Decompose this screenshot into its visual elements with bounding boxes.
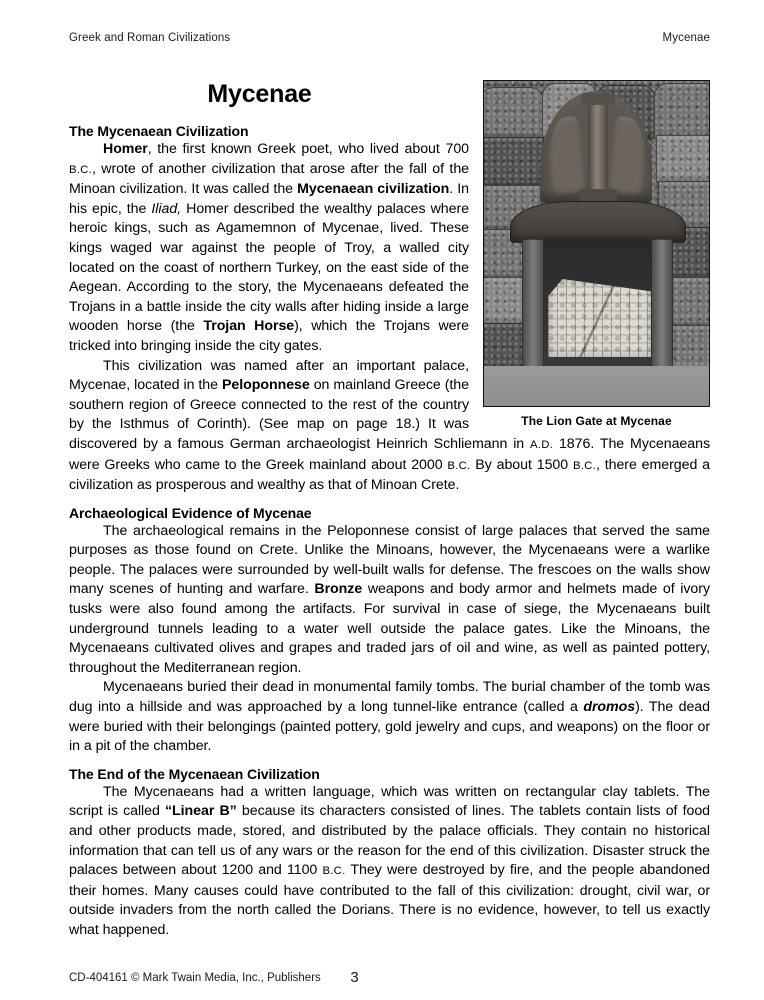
footer-page-number: 3 (350, 969, 359, 986)
lion-figure-right (607, 116, 650, 199)
era-bc: B.C. (69, 163, 93, 176)
stone-block (483, 137, 544, 187)
emphasis-linear-b: “Linear B” (165, 803, 237, 820)
paragraph-linear-b: The Mycenaeans had a written language, which was written on rectangular clay tablets. The script is called “Linear B” because its characters consisted of lines. The tablets contain lists of food and other products made, stored, and distributed by the palace officials. They contain no historical information that can tell us of any wars or the reason for the end of this civilization. Disaster struck the palaces between about 1200 and 1100 B.C. They were destroyed by fire, and the people abandoned their homes. Many causes could have contributed to the fall of this civilization: drought, civil war, or outside invaders from the north called the Dorians. There is no evidence, however, to tell us exactly what happened. (69, 783, 711, 938)
stone-block (656, 135, 710, 183)
stone-block (654, 83, 710, 139)
figure-caption: The Lion Gate at Mycenae (521, 414, 672, 428)
lion-gate-photo (483, 80, 710, 407)
emphasis-trojan-horse: Trojan Horse (203, 318, 295, 335)
emphasis-iliad: Iliad, (151, 200, 182, 217)
footer-imprint: CD-404161 © Mark Twain Media, Inc., Publishers (69, 972, 321, 984)
figure-lion-gate (483, 80, 710, 428)
era-ad: A.D. (530, 438, 554, 451)
section-heading-mycenaean-civilization: The Mycenaean Civilization (69, 123, 249, 139)
emphasis-mycenaean-civilization: Mycenaean civilization (297, 181, 450, 198)
running-head (69, 32, 710, 44)
section-heading-archaeological-evidence: Archaeological Evidence of Mycenae (69, 504, 312, 521)
paragraph-homer: Homer, the first known Greek poet, who lived about 700 B.C., wrote of another civilization that arose after the fall of the Minoan civilization. It was called the Mycenaean civilization. In his epic, the Iliad, Homer described the wealthy palaces where heroic kings, such as Agamemnon of Mycenae, lived. These kings waged war against the people of Troy, a walled city located on the coast of northern Turkey, on the east side of the Aegean. According to the story, the Mycenaeans defeated the Trojans in a battle inside the city walls after hiding inside a large wooden horse (the Trojan Horse), which the Trojans were tricked into bringing inside the city gates. (69, 141, 470, 354)
emphasis-peloponnese: Peloponnese (221, 377, 310, 394)
running-head-left: Greek and Roman Civilizations (69, 32, 231, 44)
lion-figure-left (545, 116, 588, 199)
paragraph-archaeological-remains: The archaeological remains in the Peloponnese consist of large palaces that served the same purposes as those found on Crete. Unlike the Minoans, however, the Mycenaeans were a warlike people. The palaces were surrounded by well-built walls for defense. The frescoes on the walls show many scenes of hunting and warfare. Bronze weapons and body armor and helmets made of ivory tusks were also found among the artifacts. For survival in case of siege, the Mycenaeans built underground tunnels leading to a water well outside the palace gates. Like the Minoans, the Mycenaeans cultivated olives and grapes and traded jars of oil and wine, as well as painted pottery, throughout the Mediterranean region. (69, 522, 710, 676)
emphasis-dromos: dromos (583, 699, 636, 716)
page-title: Mycenae (207, 80, 312, 108)
era-bc: B.C. (572, 459, 596, 472)
photo-ground (484, 366, 709, 406)
era-bc: B.C. (447, 459, 471, 472)
distant-stone-wall (548, 279, 652, 357)
emphasis-homer: Homer (103, 141, 148, 157)
relief-column (588, 97, 608, 195)
gate-lintel (510, 201, 686, 243)
running-head-right: Mycenae (662, 32, 710, 44)
section-heading-end-of-civilization: The End of the Mycenaean Civilization (69, 765, 320, 782)
paragraph-tombs: Mycenaeans buried their dead in monumental family tombs. The burial chamber of the tomb was dug into a hillside and was approached by a long tunnel-like entrance (called a dromos). The dead were buried with their belongings (painted pottery, gold jewelry and cups, and weapons) on the floor or in a pit of the chamber. (69, 679, 710, 755)
emphasis-bronze: Bronze (314, 581, 363, 598)
era-bc: B.C. (322, 865, 346, 878)
stone-block (483, 87, 544, 139)
paragraph-peloponnese: This civilization was named after an important palace, Mycenae, located in the Peloponnese on mainland Greece (the southern region of Greece connected to the rest of the country by the Isthmus of Corinth). (See map on page 18.) It was discovered by a famous German archaeologist Heinrich Schliemann in A.D. 1876. The Mycenaeans were Greeks who came to the Greek mainland about 2000 B.C. By about 1500 B.C., there emerged a civilization as prosperous and wealthy as that of Minoan Crete. (69, 357, 711, 494)
